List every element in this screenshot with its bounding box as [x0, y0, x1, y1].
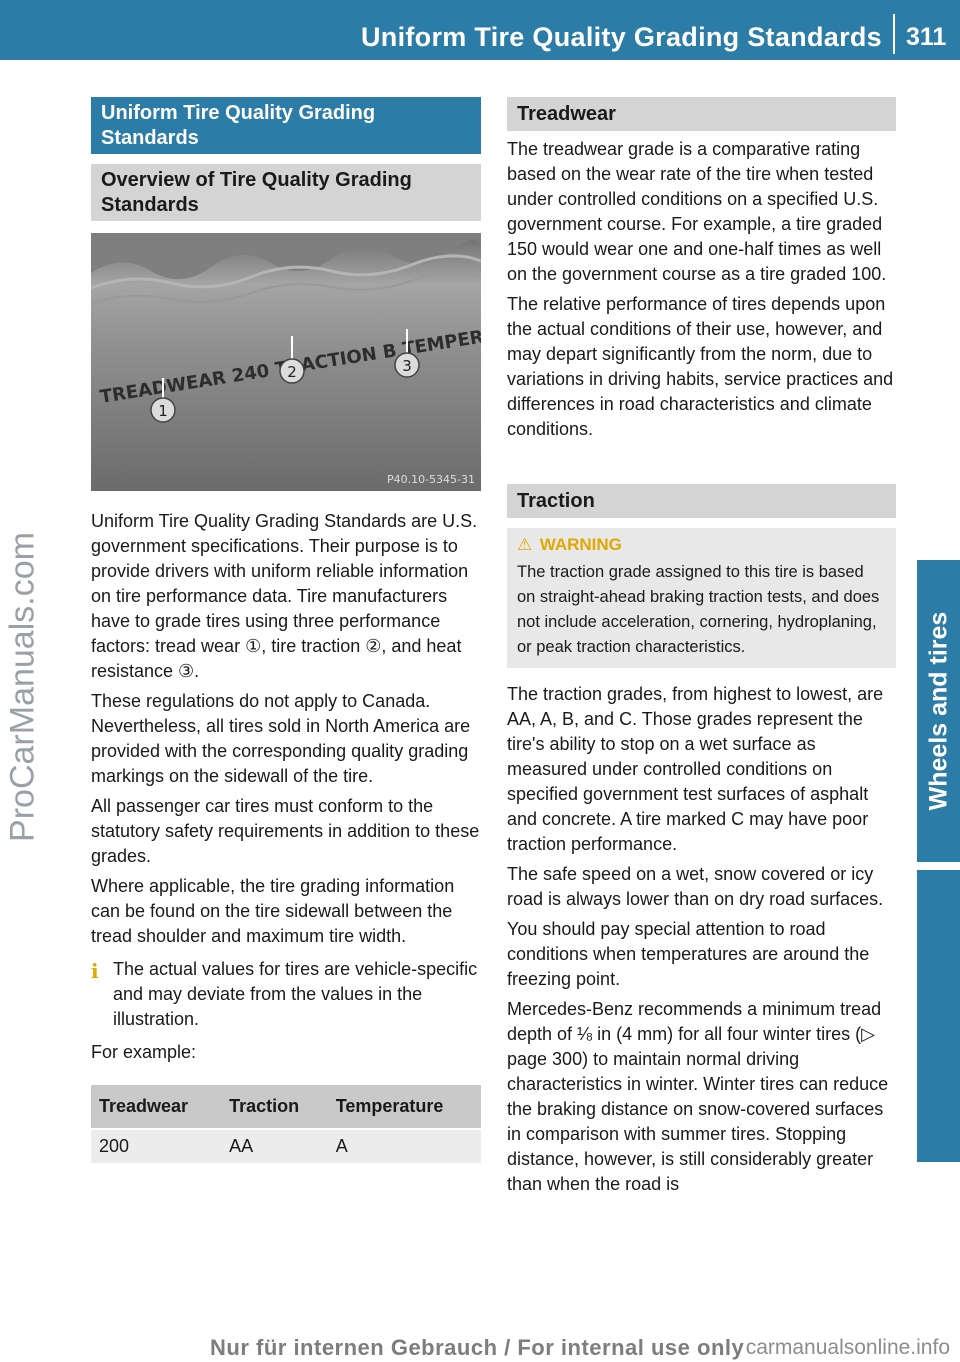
- callout-3-label: 3: [402, 357, 412, 375]
- callout-2-label: 2: [287, 363, 297, 381]
- paragraph: Where applicable, the tire grading information can be found on the tire sidewall between the tread shoulder and maximum tire width.: [91, 876, 455, 946]
- traction-heading: Traction: [507, 484, 896, 518]
- warning-box: [507, 528, 896, 668]
- chapter-tab-block: [917, 870, 960, 1162]
- paragraph: The treadwear grade is a comparative rating based on the wear rate of the tire when tested under controlled conditions on a specified U.S. government course. For example, a tire graded 150 would wear one and one-half times as well on the government course as a tire graded 100.: [507, 139, 887, 284]
- paragraph: Mercedes-Benz recommends a minimum tread depth of ⅛ in (4 mm) for all four winter tires (▷ page 300) to maintain normal driving characteristics in winter. Winter tires can reduce the braking distance on snow-covered surfaces in comparison with summer tires. Stopping distance, however, is still considerably greater than when the road is: [507, 999, 889, 1194]
- left-column: [91, 97, 481, 1163]
- header-title: Uniform Tire Quality Grading Standards: [361, 22, 882, 52]
- section-title: Uniform Tire Quality Grading Standards: [91, 97, 481, 154]
- chapter-tab: [917, 560, 960, 862]
- right-column: [507, 97, 896, 1197]
- warning-triangle-icon: ⚠: [517, 535, 533, 554]
- info-icon: i: [91, 959, 99, 983]
- paragraph: All passenger car tires must conform to the statutory safety requirements in addition to these grades.: [91, 796, 480, 866]
- table-header-row: [91, 1085, 481, 1129]
- paragraph: You should pay special attention to road conditions when temperatures are around the freezing point.: [507, 919, 870, 989]
- paragraph: The traction grades, from highest to lowest, are AA, A, B, and C. Those grades represent the tire's ability to stop on a wet surface as measured under controlled conditions on specified government test surfaces of asphalt and concrete. A tire marked C may have poor traction performance.: [507, 684, 884, 854]
- footer-site: carmanualsonline.info: [745, 1336, 950, 1359]
- paragraph: The safe speed on a wet, snow covered or icy road is always lower than on dry road surfaces.: [507, 864, 884, 909]
- table-row: [91, 1129, 481, 1163]
- table-header: Temperature: [328, 1085, 481, 1129]
- table-cell: A: [328, 1129, 481, 1163]
- info-note-text: The actual values for tires are vehicle-specific and may deviate from the values in the illustration.: [113, 959, 478, 1029]
- table-cell: 200: [91, 1129, 221, 1163]
- warning-text: The traction grade assigned to this tire is based on straight-ahead braking traction tests, and does not include acceleration, cornering, hydroplaning, or peak traction characteristics.: [517, 563, 880, 656]
- paragraph: The relative performance of tires depends upon the actual conditions of their use, however, and may depart significantly from the norm, due to variations in driving habits, service practices and differences in road characteristics and climate conditions.: [507, 294, 894, 439]
- table-header: Treadwear: [91, 1085, 221, 1129]
- callout-1-label: 1: [158, 402, 168, 420]
- info-note: [91, 957, 481, 1032]
- sidewall-lettering: TREADWEAR 240 TRACTION B TEMPERATURE: [98, 316, 481, 408]
- paragraph: These regulations do not apply to Canada. Nevertheless, all tires sold in North America are provided with the corresponding quality grading markings on the sidewall of the tire.: [91, 691, 471, 786]
- header-separator: [893, 14, 895, 54]
- tire-sidewall-svg: [91, 233, 481, 491]
- table-header: Traction: [221, 1085, 328, 1129]
- subsection-title: Overview of Tire Quality Grading Standards: [91, 164, 481, 221]
- table-cell: AA: [221, 1129, 328, 1163]
- figure-id: P40.10-5345-31: [386, 473, 475, 486]
- footer-internal-note: Nur für internen Gebrauch / For internal use only: [210, 1335, 745, 1360]
- treadwear-heading: Treadwear: [507, 97, 896, 131]
- warning-title: WARNING: [539, 535, 622, 554]
- paragraph: Uniform Tire Quality Grading Standards are U.S. government specifications. Their purpose is to provide drivers with uniform reliable information on tire performance data. Tire manufacturers have to grade tires using three performance factors: tread wear ①, tire traction ②, and heat resistance ③.: [91, 511, 478, 681]
- watermark: ProCarManuals.com: [3, 532, 42, 842]
- example-label: For example:: [91, 1042, 197, 1062]
- grades-table: [91, 1085, 481, 1163]
- page-header: [0, 0, 960, 60]
- warning-title-row: [517, 534, 886, 556]
- chapter-tab-label: Wheels and tires: [924, 611, 952, 811]
- tire-sidewall-illustration: [91, 233, 481, 491]
- page-number: 311: [906, 23, 947, 51]
